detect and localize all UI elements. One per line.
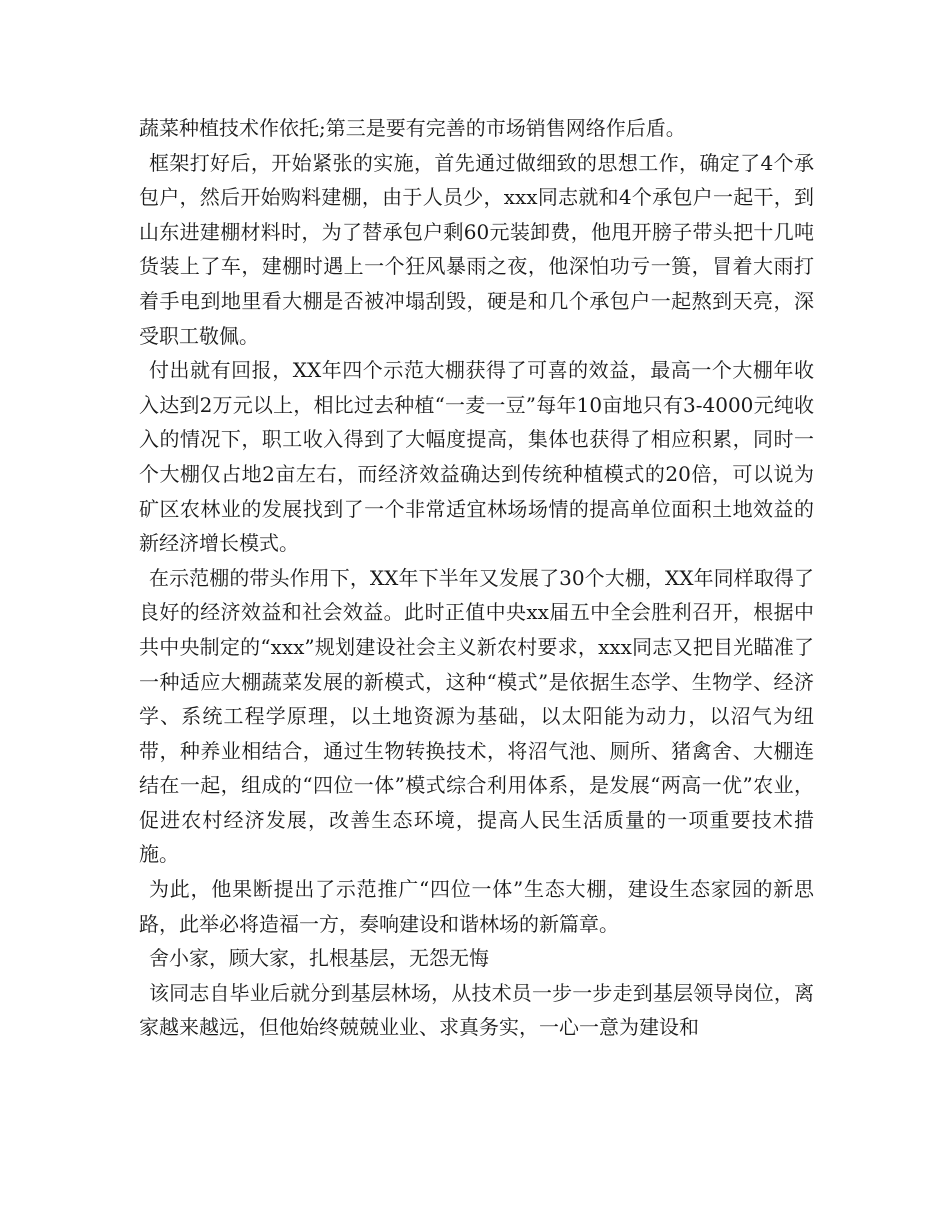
paragraph-2: 框架打好后，开始紧张的实施，首先通过做细致的思想工作，确定了4个承包户，然后开始购料建棚，由于人员少，xxx同志就和4个承包户一起干，到山东进建棚材料时，为了替承包户剩60元装卸费，他甩开膀子带头把十几吨货装上了车，建棚时遇上一个狂风暴雨之夜，他深怕功亏一篑，冒着大雨打着手电到地里看大棚是否被冲塌刮毁，硬是和几个承包户一起熬到天亮，深受职工敬佩。 bbox=[139, 150, 814, 348]
document-page bbox=[139, 111, 814, 1045]
paragraph-3: 付出就有回报，XX年四个示范大棚获得了可喜的效益，最高一个大棚年收入达到2万元以上，相比过去种植“一麦一豆”每年10亩地只有3-4000元纯收入的情况下，职工收入得到了大幅度提高，集体也获得了相应积累，同时一个大棚仅占地2亩左右，而经济效益确达到传统种植模式的20倍，可以说为矿区农林业的发展找到了一个非常适宜林场场情的提高单位面积土地效益的新经济增长模式。 bbox=[139, 358, 814, 556]
paragraph-6: 该同志自毕业后就分到基层林场，从技术员一步一步走到基层领导岗位，离家越来越远，但他始终兢兢业业、求真务实，一心一意为建设和 bbox=[139, 980, 814, 1040]
paragraph-5: 为此，他果断提出了示范推广“四位一体”生态大棚，建设生态家园的新思路，此举必将造福一方，奏响建设和谐林场的新篇章。 bbox=[139, 877, 814, 936]
paragraph-1: 蔬菜种植技术作依托;第三是要有完善的市场销售网络作后盾。 bbox=[139, 116, 686, 140]
paragraph-4: 在示范棚的带头作用下，XX年下半年又发展了30个大棚，XX年同样取得了良好的经济效益和社会效益。此时正值中央xx届五中全会胜利召开，根据中共中央制定的“xxx”规划建设社会主义新农村要求，xxx同志又把目光瞄准了一种适应大棚蔬菜发展的新模式，这种“模式”是依据生态学、生物学、经济学、系统工程学原理，以土地资源为基础，以太阳能为动力，以沼气为纽带，种养业相结合，通过生物转换技术，将沼气池、厕所、猪禽舍、大棚连结在一起，组成的“四位一体”模式综合利用体系，是发展“两高一优”农业，促进农村经济发展，改善生态环境，提高人民生活质量的一项重要技术措施。 bbox=[139, 565, 814, 867]
section-heading: 舍小家，顾大家，扎根基层，无怨无悔 bbox=[149, 946, 489, 971]
